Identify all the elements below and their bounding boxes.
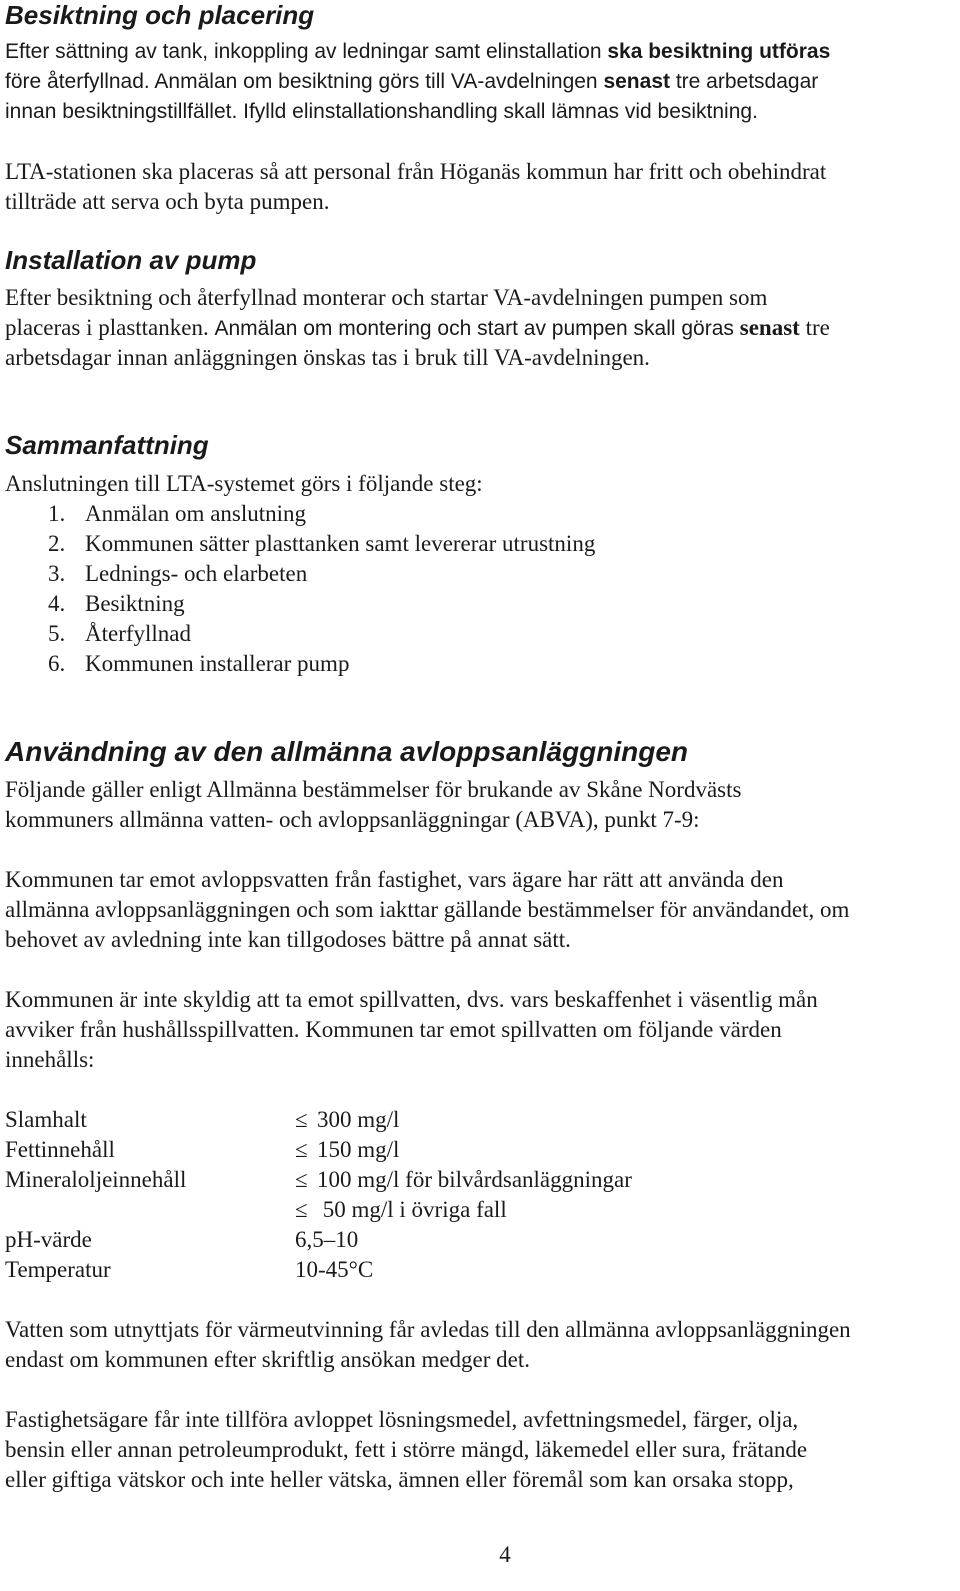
- list-item: 6. Kommunen installerar pump: [48, 651, 350, 676]
- text-line: bensin eller annan petroleumprodukt, fett i större mängd, läkemedel eller sura, frätande: [5, 1437, 808, 1462]
- limit-row: Fettinnehåll ≤ 150 mg/l: [5, 1137, 400, 1162]
- limit-row: Temperatur 10-45°C: [5, 1257, 374, 1282]
- heading-anvandning: Användning av den allmänna avloppsanläggningen: [5, 736, 688, 767]
- list-item: 2. Kommunen sätter plasttanken samt levererar utrustning: [48, 531, 596, 556]
- limit-row: ≤ 50 mg/l i övriga fall: [295, 1197, 507, 1222]
- heading-installation: Installation av pump: [5, 245, 257, 275]
- text-line: arbetsdagar innan anläggningen önskas tas i bruk till VA-avdelningen.: [5, 345, 650, 370]
- limit-row: pH-värde 6,5–10: [5, 1227, 359, 1252]
- text-line: Efter sättning av tank, inkoppling av ledningar samt elinstallation ska besiktning utföras: [5, 40, 831, 63]
- paragraph-besiktning: [5, 37, 950, 127]
- summary-list: [5, 469, 950, 679]
- paragraph-abva: [5, 775, 950, 835]
- list-item: 3. Lednings- och elarbeten: [48, 561, 308, 586]
- text-line: Följande gäller enligt Allmänna bestämmelser för brukande av Skåne Nordvästs: [5, 777, 742, 802]
- paragraph-forbjudet: [5, 1405, 950, 1495]
- list-item: 5. Återfyllnad: [48, 621, 192, 646]
- limit-row: Slamhalt ≤ 300 mg/l: [5, 1107, 400, 1132]
- paragraph-avloppsvatten: [5, 865, 950, 955]
- text-line: behovet av avledning inte kan tillgodoses bättre på annat sätt.: [5, 927, 571, 952]
- text-line: placeras i plasttanken. Anmälan om montering och start av pumpen skall göras senast tre: [5, 315, 830, 340]
- text-line: före återfyllnad. Anmälan om besiktning görs till VA-avdelningen senast tre arbetsdagar: [5, 70, 819, 93]
- paragraph-varmeutvinning: [5, 1315, 950, 1375]
- limit-row: Mineraloljeinnehåll ≤ 100 mg/l för bilvårdsanläggningar: [5, 1167, 632, 1192]
- paragraph-placering: [5, 157, 950, 217]
- heading-besiktning: Besiktning och placering: [5, 0, 315, 30]
- list-item: 4. Besiktning: [48, 591, 185, 616]
- paragraph-installation: [5, 283, 950, 373]
- text-line: Vatten som utnyttjats för värmeutvinning får avledas till den allmänna avloppsanläggningen: [5, 1317, 851, 1342]
- text-line: kommuners allmänna vatten- och avloppsanläggningar (ABVA), punkt 7-9:: [5, 807, 700, 832]
- text-line: Kommunen tar emot avloppsvatten från fastighet, vars ägare har rätt att använda den: [5, 867, 784, 892]
- text-line: Efter besiktning och återfyllnad monterar och startar VA-avdelningen pumpen som: [5, 285, 768, 310]
- text-line: LTA-stationen ska placeras så att personal från Höganäs kommun har fritt och obehindrat: [5, 159, 827, 184]
- text-line: tillträde att serva och byta pumpen.: [5, 189, 330, 214]
- text-line: eller giftiga vätskor och inte heller vätska, ämnen eller föremål som kan orsaka stopp,: [5, 1467, 794, 1492]
- text-line: Fastighetsägare får inte tillföra avloppet lösningsmedel, avfettningsmedel, färger, olja,: [5, 1407, 799, 1432]
- heading-sammanfattning: Sammanfattning: [5, 430, 209, 460]
- limits-table: [5, 1105, 950, 1285]
- summary-intro: Anslutningen till LTA-systemet görs i följande steg:: [5, 471, 483, 496]
- list-item: 1. Anmälan om anslutning: [48, 501, 307, 526]
- text-line: allmänna avloppsanläggningen och som iakttar gällande bestämmelser för användandet, om: [5, 897, 850, 922]
- text-line: innehålls:: [5, 1047, 95, 1072]
- text-line: endast om kommunen efter skriftlig ansökan medger det.: [5, 1347, 531, 1372]
- page-number: 4: [499, 1542, 511, 1567]
- text-line: innan besiktningstillfället. Ifylld elinstallationshandling skall lämnas vid besiktning.: [5, 100, 758, 123]
- paragraph-spillvatten: [5, 985, 950, 1075]
- text-line: avviker från hushållsspillvatten. Kommunen tar emot spillvatten om följande värden: [5, 1017, 782, 1042]
- text-line: Kommunen är inte skyldig att ta emot spillvatten, dvs. vars beskaffenhet i väsentlig mån: [5, 987, 818, 1012]
